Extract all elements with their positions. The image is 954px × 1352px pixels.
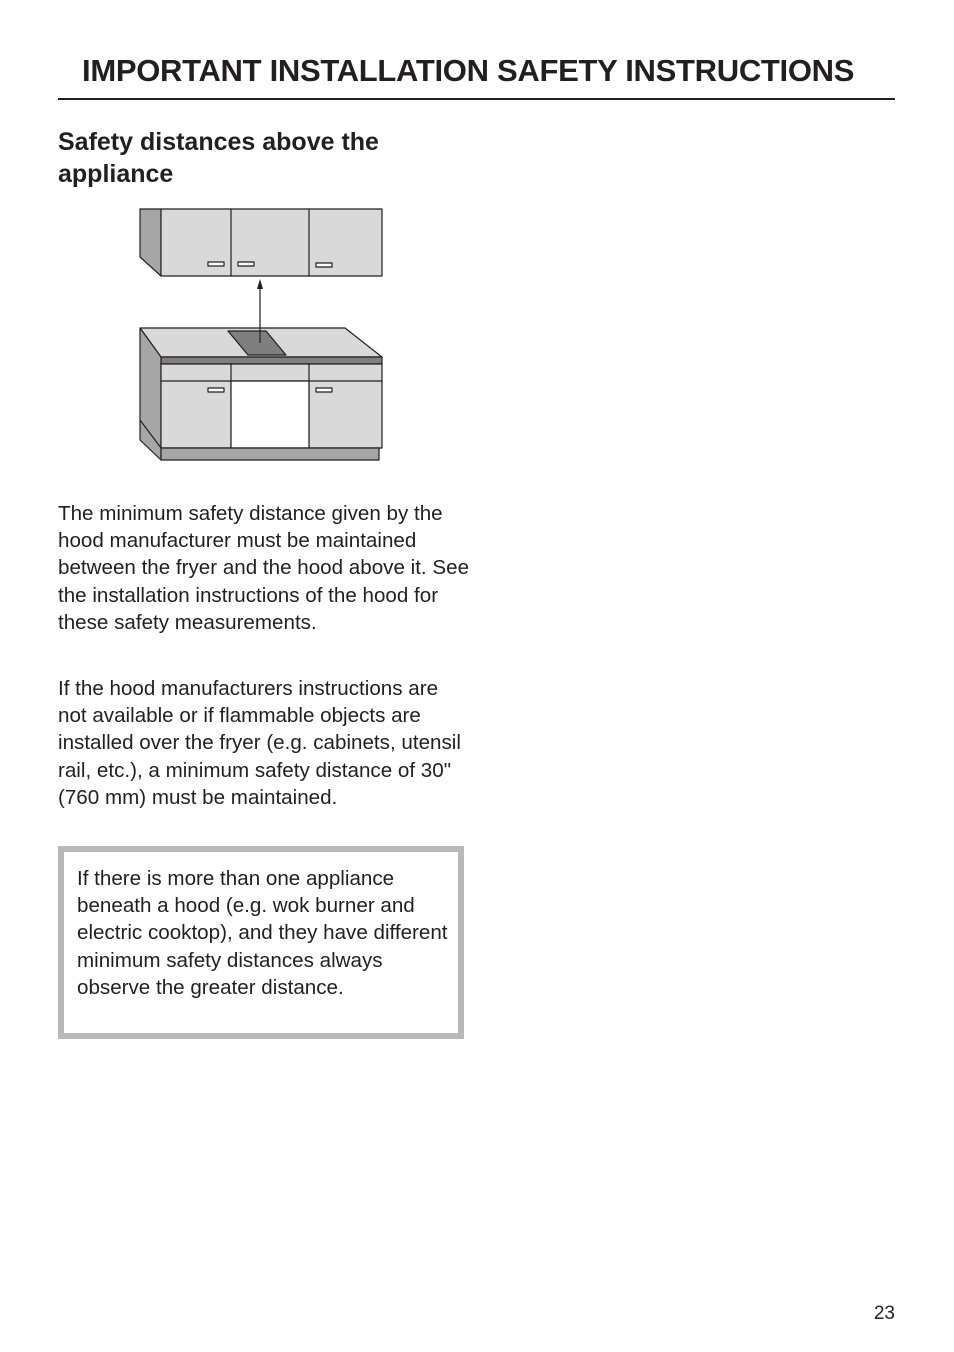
note-box: [58, 846, 464, 1039]
body-paragraph: If the hood manufacturers instructions are not available or if flammable objects are installed over the fryer (e.g. cabinets, utensil rail, etc.), a minimum safety distance of 30" (760 mm) must be maintained.: [58, 677, 461, 809]
cabinet-handle: [208, 262, 224, 266]
countertop-edge: [161, 357, 382, 364]
cabinet-handle: [316, 263, 332, 267]
cabinet-handle: [208, 388, 224, 392]
note-text: If there is more than one appliance beneath a hood (e.g. wok burner and electric cooktop), and they have different minimum safety distances always observe the greater distance.: [77, 867, 448, 999]
cabinet-handle: [316, 388, 332, 392]
section-heading: Safety distances above the appliance: [58, 128, 379, 188]
header-rule: [58, 98, 895, 100]
wall-cabinet-side: [140, 209, 161, 276]
safety-distance-diagram: [130, 200, 390, 470]
cabinet-handle: [238, 262, 254, 266]
plinth: [161, 448, 379, 460]
page-title: IMPORTANT INSTALLATION SAFETY INSTRUCTIONS: [82, 53, 855, 88]
body-paragraph: The minimum safety distance given by the hood manufacturer must be maintained between the fryer and the hood above it. See the installation instructions of the hood for these safety measurements.: [58, 502, 470, 634]
page-number: 23: [873, 1303, 895, 1324]
wall-cabinet-front: [161, 209, 382, 276]
